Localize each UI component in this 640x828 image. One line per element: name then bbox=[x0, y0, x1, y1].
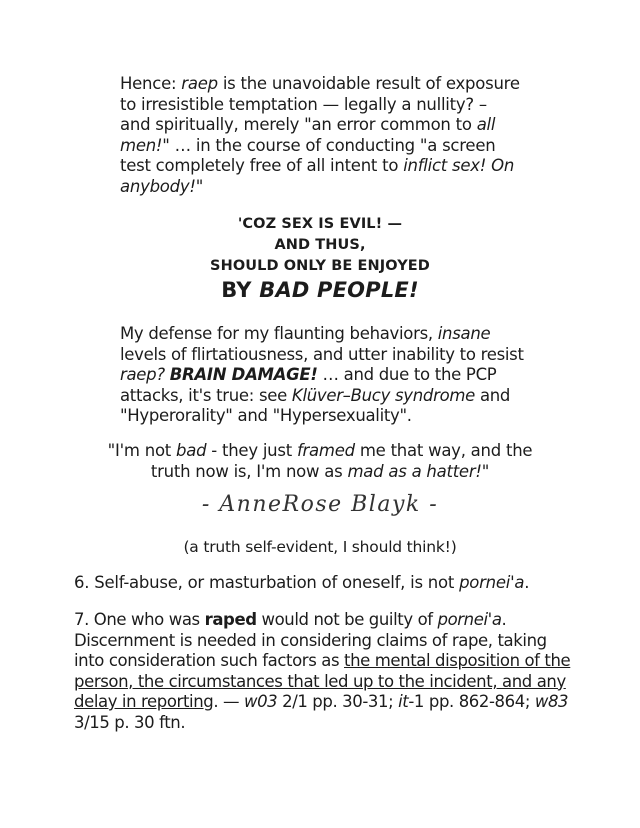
text-run: would not be guilty of bbox=[256, 610, 438, 629]
paragraph-defense bbox=[120, 324, 530, 427]
quote bbox=[100, 440, 540, 482]
italic-run: raep? bbox=[120, 365, 165, 384]
underlined-run: the mental disposition of the person, the circumstances that led up to the incident, and any delay in reporting bbox=[74, 651, 571, 711]
text-run: Hence: bbox=[120, 74, 182, 93]
italic-run: w03 bbox=[243, 692, 278, 711]
signature: - AnneRose Blayk - bbox=[201, 492, 439, 517]
item-6 bbox=[74, 573, 594, 592]
text-run: is the unavoidable result of exposure to irresistible temptation — legally a nullity? – and spiritually, merely "an error common to bbox=[120, 74, 520, 134]
heading-prefix: BY bbox=[221, 278, 260, 302]
text-run: . bbox=[524, 573, 530, 592]
item-7 bbox=[74, 610, 574, 733]
text-run: 3/15 p. 30 ftn. bbox=[74, 712, 186, 732]
text-run: - they just bbox=[206, 441, 297, 460]
centered-heading bbox=[120, 214, 520, 304]
italic-run: insane bbox=[437, 324, 491, 343]
italic-run: bad bbox=[176, 441, 207, 460]
text-run: and "Hyperorality" and "Hypersexuality". bbox=[120, 385, 511, 425]
heading-line-3: SHOULD ONLY BE ENJOYED bbox=[210, 258, 430, 274]
italic-run: mad as a hatter! bbox=[347, 462, 482, 481]
text-run: … and due to the PCP attacks, it's true: see bbox=[120, 365, 497, 405]
heading-emphasis: BAD PEOPLE! bbox=[259, 278, 419, 302]
heading-line-2: AND THUS, bbox=[274, 237, 366, 253]
text-run: levels of flirtatiousness, and utter inability to resist bbox=[120, 344, 524, 364]
text-run: " … in the course of conducting "a screen test completely free of all intent to bbox=[120, 135, 496, 175]
truth-note: (a truth self-evident, I should think!) bbox=[183, 538, 457, 556]
text-run: " bbox=[481, 462, 490, 481]
italic-run: pornei'a bbox=[459, 573, 525, 592]
text-run: 6. Self-abuse, or masturbation of oneself, is not bbox=[74, 573, 460, 592]
italic-run: inflict sex! On anybody! bbox=[120, 156, 515, 196]
text-run: My defense for my flaunting behaviors, bbox=[120, 324, 438, 343]
italic-run: framed bbox=[296, 441, 355, 460]
italic-run: Klüver–Bucy syndrome bbox=[291, 385, 475, 405]
heading-line-4 bbox=[120, 277, 520, 304]
text-run: . Discernment is needed in considering claims of rape, taking into consideration such factors as bbox=[74, 610, 547, 670]
paragraph-hence bbox=[120, 74, 520, 197]
italic-run: it bbox=[398, 692, 409, 711]
italic-run: all men! bbox=[120, 115, 496, 155]
bold-italic-run: BRAIN DAMAGE! bbox=[169, 365, 318, 384]
heading-line-1: 'COZ SEX IS EVIL! — bbox=[237, 216, 403, 232]
text-run: " bbox=[195, 176, 204, 196]
text-run: -1 pp. 862-864; bbox=[408, 692, 535, 711]
italic-run: w83 bbox=[534, 692, 569, 711]
italic-run: pornei'a bbox=[437, 610, 502, 629]
text-run: "I'm not bbox=[107, 441, 176, 460]
text-run: me that way, and the truth now is, I'm now as bbox=[150, 441, 533, 481]
text-run: 2/1 pp. 30-31; bbox=[277, 692, 399, 711]
text-run: 7. One who was bbox=[74, 610, 205, 629]
italic-run: raep bbox=[181, 74, 218, 93]
bold-run: raped bbox=[204, 610, 257, 629]
text-run: . — bbox=[213, 692, 244, 711]
